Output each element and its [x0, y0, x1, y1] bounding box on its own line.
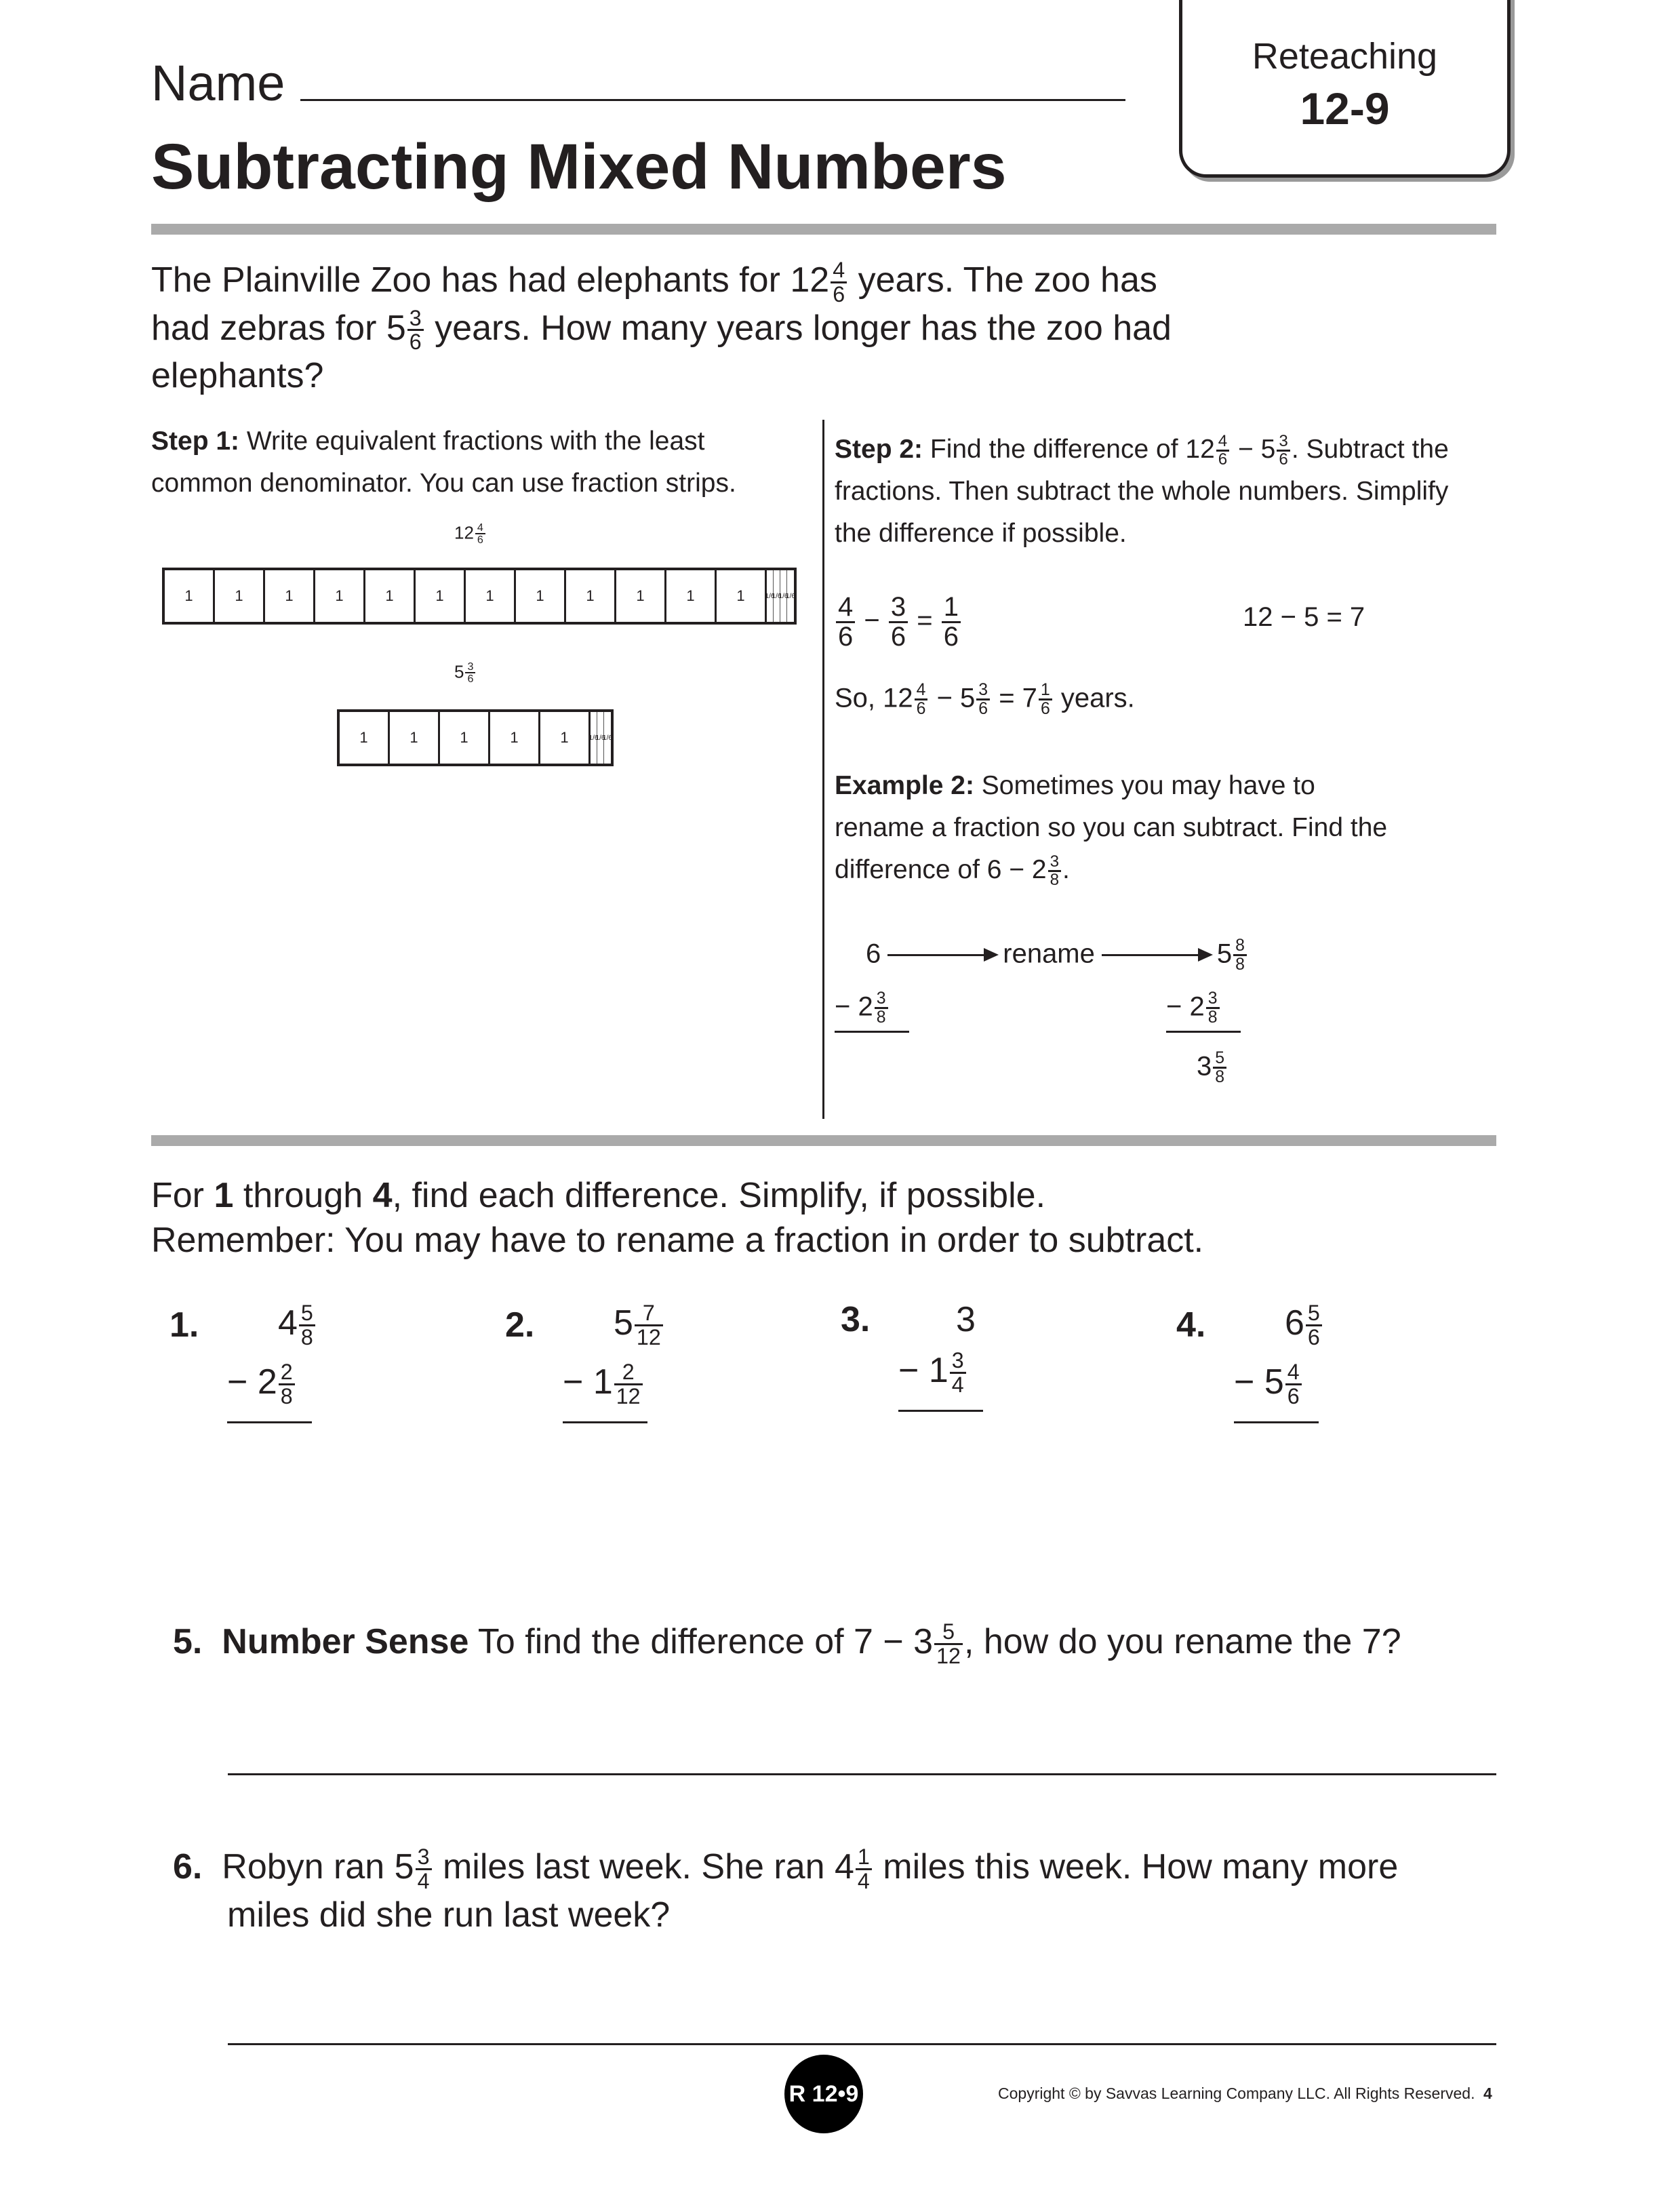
instructions: For 1 through 4, find each difference. Simplify, if possible. Remember: You may have to rename a fraction in order to subtract. — [151, 1176, 1204, 1260]
whole-unit: 1 — [666, 570, 717, 622]
divider-bar — [151, 224, 1496, 235]
example2-text: Example 2: Sometimes you may have to rename a fraction so you can subtract. Find the difference of 6 − 2 $\frac{3}{8}$ . — [835, 771, 1388, 890]
whole-subtraction: 12 − 5 = 7 — [1243, 602, 1365, 632]
whole-unit: 1 — [466, 570, 516, 622]
question-6: 6. Robyn ran 5 $\frac{3}{4}$ miles last week. She ran 4 $\frac{1}{4}$ miles this week. How many more miles did she run last week? — [173, 1844, 1399, 1935]
whole-unit: 1 — [540, 712, 591, 764]
sixth-part: 1/6 — [597, 712, 604, 764]
page-title: Subtracting Mixed Numbers — [151, 131, 1007, 203]
whole-unit: 1 — [490, 712, 540, 764]
whole-unit: 1 — [315, 570, 365, 622]
lesson-tab — [1179, 0, 1511, 178]
sixth-part: 1/6 — [780, 570, 787, 622]
step2-result: So, 12 $\frac{4}{6}$ − 5 $\frac{3}{6}$ = 7 $\frac{1}{6}$ years. — [835, 681, 1135, 719]
arrow-icon — [1102, 954, 1210, 956]
fraction-strip-12-4-6 — [162, 568, 797, 625]
sixth-part: 1/6 — [774, 570, 780, 622]
divider-bar — [151, 1135, 1496, 1146]
copyright: Copyright © by Savvas Learning Company LLC. All Rights Reserved. — [998, 2085, 1475, 2102]
example2-answer: 3 $\frac{5}{8}$ — [1197, 1050, 1228, 1086]
fraction-strip-5-3-6 — [337, 709, 614, 766]
answer-line[interactable] — [1234, 1421, 1319, 1423]
example2-subtrahend-right: − 2 $\frac{3}{8}$ — [1166, 990, 1241, 1033]
arrow-icon — [887, 954, 996, 956]
problem-1: 1. 4 $\frac{5}{8}$ − 2 $\frac{2}{8}$ — [169, 1302, 317, 1423]
whole-unit: 1 — [165, 570, 215, 622]
strip2-label: 5 $\frac{3}{6}$ — [454, 661, 477, 685]
strip1-label: 12 $\frac{4}{6}$ — [454, 522, 487, 546]
sixth-part: 1/6 — [767, 570, 774, 622]
sixth-part: 1/6 — [786, 592, 795, 600]
whole-unit: 1 — [390, 712, 440, 764]
step2-text: Step 2: Find the difference of 12 $\frac{4}{6}$ − 5 $\frac{3}{6}$ . Subtract the fractions. Then subtract the whole numbers. Simplify the difference if possible. — [835, 431, 1449, 548]
whole-unit: 1 — [516, 570, 566, 622]
whole-unit: 1 — [616, 570, 666, 622]
problem-3: 3. 3 − 1 $\frac{3}{4}$ — [841, 1302, 983, 1412]
tab-number: 12-9 — [1300, 83, 1390, 134]
whole-unit: 1 — [340, 712, 390, 764]
answer-line[interactable] — [563, 1421, 647, 1423]
answer-line[interactable] — [898, 1410, 983, 1412]
whole-unit: 1 — [440, 712, 490, 764]
name-input-line[interactable] — [300, 99, 1125, 101]
tab-label: Reteaching — [1252, 36, 1438, 77]
whole-unit: 1 — [566, 570, 616, 622]
whole-unit: 1 — [365, 570, 416, 622]
whole-unit: 1 — [215, 570, 265, 622]
problem-2: 2. 5 $\frac{7}{12}$ − 1 $\frac{2}{12}$ — [505, 1302, 664, 1423]
example2-subtrahend-left: − 2 $\frac{3}{8}$ — [835, 990, 909, 1033]
sixth-part: 1/6 — [603, 734, 612, 742]
answer-line-5[interactable] — [228, 1773, 1496, 1775]
name-label: Name — [151, 55, 285, 111]
problem-4: 4. 6 $\frac{5}{6}$ − 5 $\frac{4}{6}$ — [1176, 1302, 1323, 1423]
rename-row: 6 rename 5 $\frac{8}{8}$ — [866, 937, 1248, 974]
sixth-part: 1/6 — [591, 712, 597, 764]
fraction-subtraction: $\frac{4}{6}$ − $\frac{3}{6}$ = $\frac{1}{6}$ — [835, 593, 962, 651]
answer-line[interactable] — [227, 1421, 312, 1423]
answer-line-6[interactable] — [228, 2043, 1496, 2045]
question-5: 5. Number Sense To find the difference of 7 − 3 $\frac{5}{12}$ , how do you rename the 7? — [173, 1619, 1401, 1668]
whole-unit: 1 — [717, 570, 767, 622]
step1-text: Step 1: Write equivalent fractions with the least common denominator. You can use fraction strips. — [151, 427, 736, 498]
whole-unit: 1 — [265, 570, 315, 622]
column-divider — [822, 420, 824, 1119]
whole-unit: 1 — [416, 570, 466, 622]
lesson-badge: R 12•9 — [784, 2055, 863, 2133]
page-number: 4 — [1483, 2085, 1492, 2102]
intro-paragraph: The Plainville Zoo has had elephants for 12 $\frac{4}{6}$ years. The zoo has had zebras for 5 $\frac{3}{6}$ years. How many years longer has the zoo had elephants? — [151, 257, 1172, 396]
